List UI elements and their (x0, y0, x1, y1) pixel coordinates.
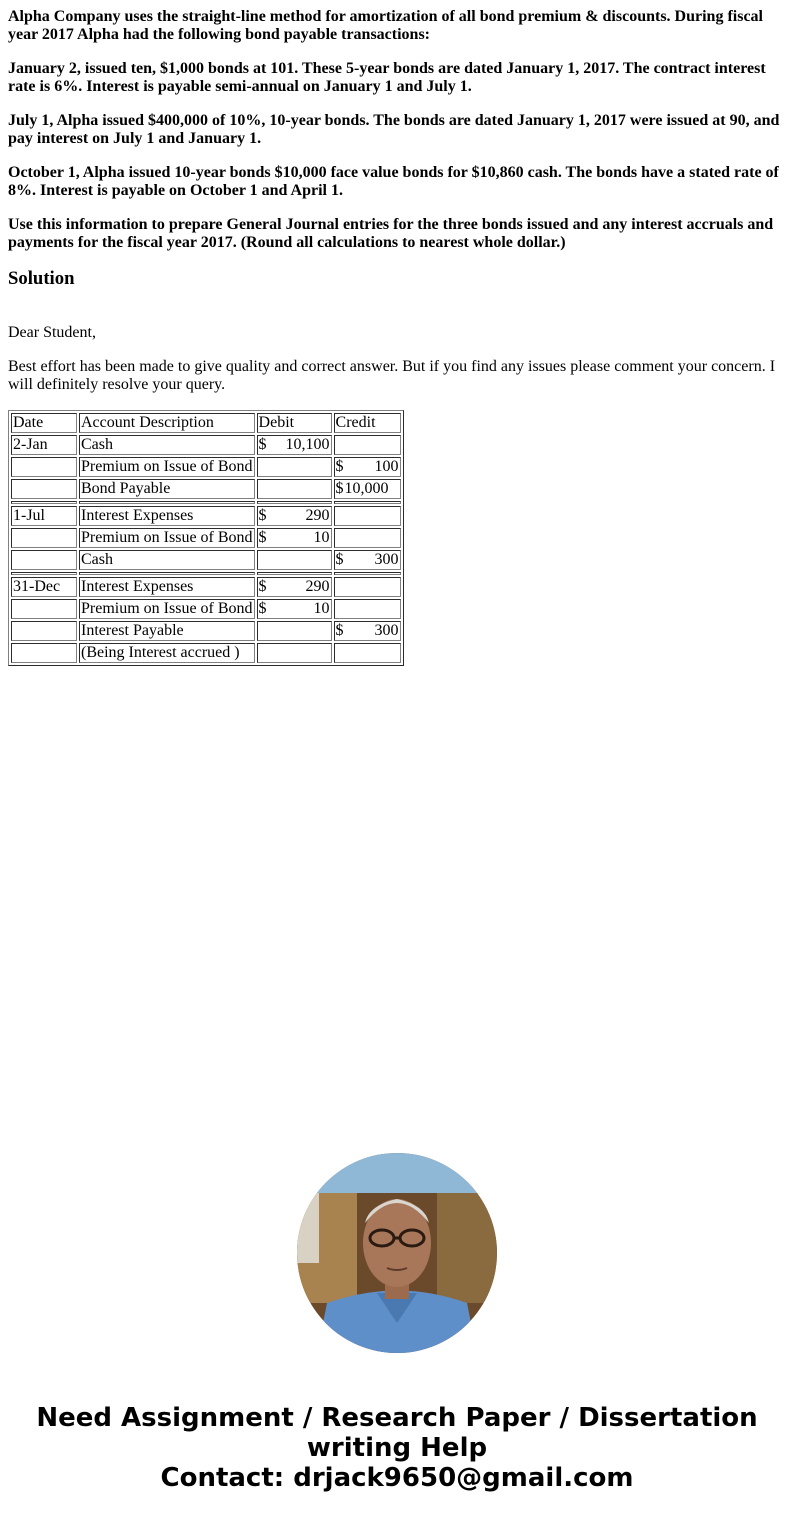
credit-amount (334, 435, 401, 455)
currency-symbol: $ (258, 600, 267, 617)
account-description: Interest Expenses (79, 506, 255, 526)
credit-amount (334, 457, 401, 477)
debit-amount (257, 643, 332, 663)
currency-symbol: $ (335, 551, 344, 568)
tutor-avatar (297, 1153, 497, 1353)
currency-symbol: $ (335, 458, 344, 475)
amount-value: 10,000 (344, 480, 389, 497)
amount-value: 290 (305, 507, 330, 524)
header-credit: Credit (334, 413, 401, 433)
entry-date (11, 457, 77, 477)
account-description: Premium on Issue of Bond (81, 600, 253, 617)
amount-value: 290 (305, 578, 330, 595)
separator-cell (79, 501, 255, 504)
debit-amount (257, 550, 332, 570)
table-row (11, 506, 401, 526)
credit-amount (334, 506, 401, 526)
question-bond-3: October 1, Alpha issued 10-year bonds $10,000 face value bonds for $10,860 cash. The bonds have a stated rate of 8%. Interest is payable on October 1 and April 1. (8, 164, 779, 199)
entry-date (11, 528, 77, 548)
credit-amount (334, 550, 401, 570)
amount-value: 300 (374, 551, 399, 568)
account-description: Interest Payable (79, 621, 255, 641)
entry-date (11, 643, 77, 663)
separator-cell (334, 501, 401, 504)
question-bond-1: January 2, issued ten, $1,000 bonds at 101. These 5-year bonds are dated January 1, 2017. The contract interest rate is 6%. Interest is payable semi-annual on January 1 and July 1. (8, 60, 766, 95)
amount-value: 10 (313, 600, 330, 617)
entry-date: 2-Jan (11, 435, 77, 455)
currency-symbol: $ (335, 622, 344, 639)
separator-cell (334, 572, 401, 575)
promo-line-1: Need Assignment / Research Paper / Dissertation (36, 1403, 758, 1433)
debit-amount (257, 528, 332, 548)
currency-symbol: $ (258, 436, 267, 453)
account-description: Premium on Issue of Bond (81, 529, 253, 546)
header-account-description: Account Description (79, 413, 255, 433)
table-row (11, 621, 401, 641)
account-description: Bond Payable (79, 479, 255, 499)
credit-amount (334, 479, 401, 499)
table-row (11, 599, 401, 619)
table-row (11, 643, 401, 663)
debit-amount (257, 506, 332, 526)
question-bond-2: July 1, Alpha issued $400,000 of 10%, 10-year bonds. The bonds are dated January 1, 2017 were issued at 90, and pay interest on July 1 and January 1. (8, 112, 780, 147)
account-description: Premium on Issue of Bond (81, 458, 253, 475)
debit-amount (257, 621, 332, 641)
account-description: Cash (79, 435, 255, 455)
entry-separator (11, 572, 401, 575)
question-intro: Alpha Company uses the straight-line method for amortization of all bond premium & discounts. During fiscal year 2017 Alpha had the following bond payable transactions: (8, 8, 763, 43)
account-description: Interest Expenses (79, 577, 255, 597)
debit-amount (257, 457, 332, 477)
currency-symbol: $ (258, 529, 267, 546)
entry-date (11, 550, 77, 570)
account-description: Cash (79, 550, 255, 570)
separator-cell (11, 572, 77, 575)
entry-date: 31-Dec (11, 577, 77, 597)
entry-separator (11, 501, 401, 504)
tutor-portrait-icon (297, 1153, 497, 1353)
separator-cell (11, 501, 77, 504)
greeting-text: Dear Student, (8, 324, 96, 341)
promo-contact: Contact: drjack9650@gmail.com (160, 1463, 634, 1493)
credit-amount (334, 643, 401, 663)
amount-value: 10 (313, 529, 330, 546)
table-row (11, 479, 401, 499)
solution-heading: Solution (8, 268, 75, 289)
account-description: (Being Interest accrued ) (79, 643, 255, 663)
entry-date: 1-Jul (11, 506, 77, 526)
amount-value: 10,100 (285, 436, 330, 453)
credit-amount (334, 528, 401, 548)
credit-amount (334, 621, 401, 641)
table-row (11, 528, 401, 548)
entry-date (11, 479, 77, 499)
question-instructions: Use this information to prepare General Journal entries for the three bonds issued and any interest accruals and payments for the fiscal year 2017. (Round all calculations to nearest whole dollar.) (8, 216, 774, 251)
table-row (11, 435, 401, 455)
separator-cell (257, 501, 332, 504)
currency-symbol: $ (258, 507, 267, 524)
disclaimer-text: Best effort has been made to give quality and correct answer. But if you find any issues please comment your concern. I will definitely resolve your query. (8, 358, 776, 393)
amount-value: 100 (374, 458, 399, 475)
promo-line-2: writing Help (306, 1433, 488, 1463)
separator-cell (79, 572, 255, 575)
table-row (11, 457, 401, 477)
credit-amount (334, 577, 401, 597)
separator-cell (257, 572, 332, 575)
table-row (11, 550, 401, 570)
header-date: Date (11, 413, 77, 433)
journal-entries-table (8, 410, 404, 666)
debit-amount (257, 577, 332, 597)
entry-date (11, 599, 77, 619)
table-row (11, 577, 401, 597)
debit-amount (257, 435, 332, 455)
page-content (8, 8, 786, 666)
promo-banner (0, 1403, 794, 1493)
currency-symbol: $ (258, 578, 267, 595)
credit-amount (334, 599, 401, 619)
entry-date (11, 621, 77, 641)
table-header-row (11, 413, 401, 433)
debit-amount (257, 599, 332, 619)
debit-amount (257, 479, 332, 499)
currency-symbol: $ (335, 480, 344, 497)
header-debit: Debit (257, 413, 332, 433)
amount-value: 300 (374, 622, 399, 639)
